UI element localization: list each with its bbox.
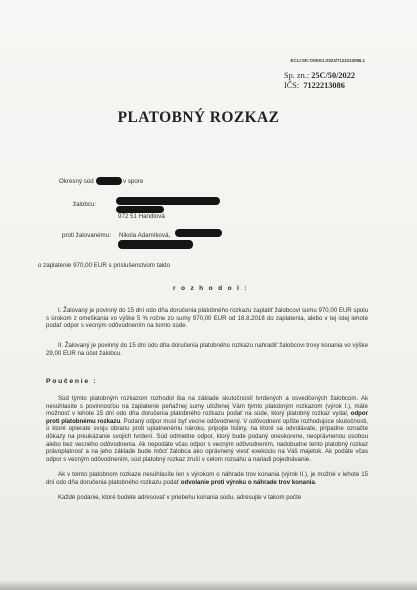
instruction-2-text-a: Ak v tomto platobnom rozkaze nesúhlasíte len s výrokom o náhrade trov konania (výrok II.), je možné v lehote 15 dní odo dňa doručenia platobného rozkazu podať (46, 471, 368, 486)
redaction-plaintiff-street (116, 206, 164, 213)
page-bottom-shadow (0, 580, 417, 590)
instruction-1-bold: odpor proti platobnému rozkazu (46, 410, 368, 425)
court-suffix: v spore (123, 178, 144, 185)
plaintiff-label: žalobcu: (73, 201, 97, 208)
instruction-2-text-b: . (314, 478, 317, 486)
verdict-paragraph-2: II. Žalovaný je povinný do 15 dní odo dňa doručenia platobného rozkazu nahradiť žalobcovi trovy konania vo výške 29,00 EUR na účet žalobcu. (46, 342, 368, 357)
case-number-value: 25C/50/2022 (311, 71, 355, 80)
plaintiff-address: 972 51 Handlová (118, 213, 165, 220)
redaction-court (96, 177, 122, 185)
instruction-paragraph-1 (46, 395, 368, 463)
redaction-defendant-address (175, 229, 222, 237)
instruction-2-bold: odvolanie proti výroku o náhrade trov konania (180, 478, 315, 486)
instruction-paragraph-2 (46, 471, 368, 486)
redaction-defendant-address-2 (118, 240, 193, 249)
case-number-label: Sp. zn.: (284, 71, 310, 80)
instruction-1-text-a: Súd týmto platobným rozkazom rozhodol iba na základe skutočností tvrdených a osvedčených žalobcom. Ak nesúhlasíte s povinnosťou na zaplatenie peňažnej sumy uloženej Vám týmto platobným rozkazom (výrok I.), máte možnosť v lehote 15 dní odo dňa doručenia platobného rozkazu podať na súde, ktorý platobný rozkaz vydal, (46, 395, 368, 418)
defendant-label: proti žalovanému: (62, 232, 111, 239)
redaction-plaintiff-name (116, 197, 220, 205)
document-title: PLATOBNÝ ROZKAZ (117, 109, 280, 126)
ecli-identifier: ECLI:SK:OSKE1:2023/7122213086.1 (290, 58, 365, 63)
ics-row (284, 81, 355, 91)
case-numbers (284, 71, 355, 90)
verdict-paragraph-1: I. Žalovaný je povinný do 15 dní odo dňa doručenia platobného rozkazu zaplatiť žalobcovi sumu 970,00 EUR spolu s úrokom z omeškania vo výške 5 % ročne zo sumy 970,00 EUR od 16.8.2018 do zaplatenia, alebo v tej istej lehote podať odpor s vecným odôvodnením na tomto súde. (46, 307, 368, 330)
court-prefix: Okresný súd (59, 178, 94, 185)
ics-label: IČS: (284, 80, 300, 90)
defendant-name: Nikola Adamíková, (119, 232, 171, 239)
subject-line: o zaplatenie 970,00 EUR s príslušenstvom takto (38, 262, 171, 269)
instruction-paragraph-3: Každé podanie, ktoré budete adresovať v priebehu konania súdu, adresujte v takom počte (58, 494, 302, 501)
poucenie-heading: Poučenie : (46, 378, 98, 385)
ics-value: 7122213086 (303, 80, 345, 90)
case-number-row (284, 71, 355, 81)
rozhodol-heading: r o z h o d o l : (173, 285, 249, 292)
instruction-1-text-b: . Podaný odpor musí byť vecne odôvodnený. V odôvodnení opíšte rozhodujúce skutočnosti, o ktoré opierate svoju obranu proti uplatnenému nároku, pripojte listiny, na ktoré sa odvolávate, prípadne označte dôkazy na preukázanie svojich tvrdení. Súd odmietne odpor, ktorý bude podaný oneskorene, neoprávnenou osobou alebo bez vecného odôvodnenia. Ak nepodáte včas odpor s vecným odôvodnením, nadobudne tento platobný rozkaz právoplatnosť a na jeho základe bude môcť žalobca ako oprávnený viesť exekúciu na Váš majetok. Ak podáte včas odpor s vecným odôvodnením, súd platobný rozkaz zruší v celom rozsahu a nariadi pojednávanie. (46, 417, 368, 463)
